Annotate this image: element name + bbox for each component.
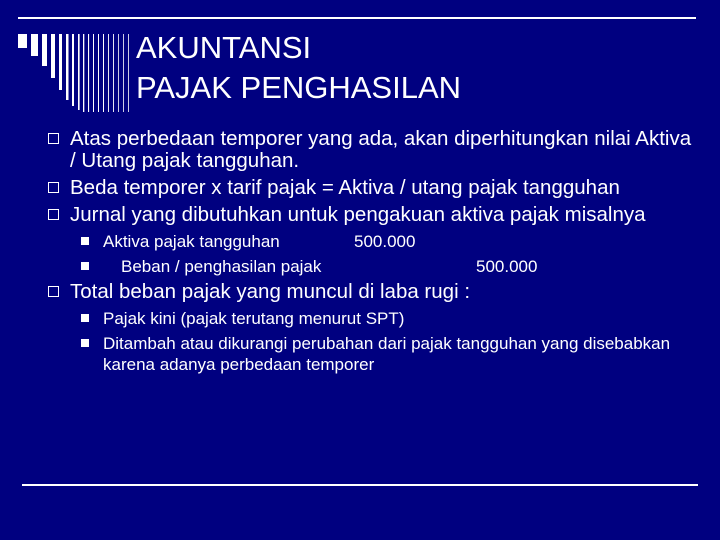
sub-bullet-item [48, 308, 698, 329]
bullet-item [48, 177, 698, 199]
title-line-1: AKUNTANSI [136, 30, 312, 65]
bottom-rule [22, 484, 698, 486]
journal-row-debit [48, 231, 698, 252]
bullet-item [48, 128, 698, 172]
decorative-stripes [18, 34, 132, 112]
bullet-item [48, 281, 698, 303]
top-rule [18, 17, 696, 19]
sub-bullet-text: Pajak kini (pajak terutang menurut SPT) [103, 309, 405, 328]
journal-credit-amount: 500.000 [476, 257, 538, 276]
title-line-2: PAJAK PENGHASILAN [136, 70, 462, 105]
slide-title [136, 28, 696, 108]
journal-row-credit [48, 256, 698, 277]
journal-entry [48, 231, 698, 277]
slide-content [48, 128, 698, 379]
bullet-text: Total beban pajak yang muncul di laba rugi : [70, 280, 471, 303]
journal-account: Beban / penghasilan pajak [121, 257, 322, 276]
filled-square-bullet-icon [81, 237, 89, 245]
filled-square-bullet-icon [81, 339, 89, 347]
sub-bullet-list [48, 308, 698, 375]
bullet-text: Jurnal yang dibutuhkan untuk pengakuan aktiva pajak misalnya [70, 203, 646, 226]
filled-square-bullet-icon [81, 262, 89, 270]
bullet-text: Beda temporer x tarif pajak = Aktiva / utang pajak tangguhan [70, 176, 620, 199]
filled-square-bullet-icon [81, 314, 89, 322]
journal-debit-amount: 500.000 [354, 232, 416, 251]
square-bullet-icon [48, 182, 59, 193]
bullet-item [48, 204, 698, 226]
bullet-text: Atas perbedaan temporer yang ada, akan diperhitungkan nilai Aktiva / Utang pajak tangguhan. [70, 127, 692, 172]
sub-bullet-text: Ditambah atau dikurangi perubahan dari pajak tangguhan yang disebabkan karena adanya perbedaan temporer [103, 334, 671, 374]
sub-bullet-item [48, 333, 698, 375]
journal-account: Aktiva pajak tangguhan [103, 232, 280, 251]
square-bullet-icon [48, 133, 59, 144]
square-bullet-icon [48, 286, 59, 297]
square-bullet-icon [48, 209, 59, 220]
